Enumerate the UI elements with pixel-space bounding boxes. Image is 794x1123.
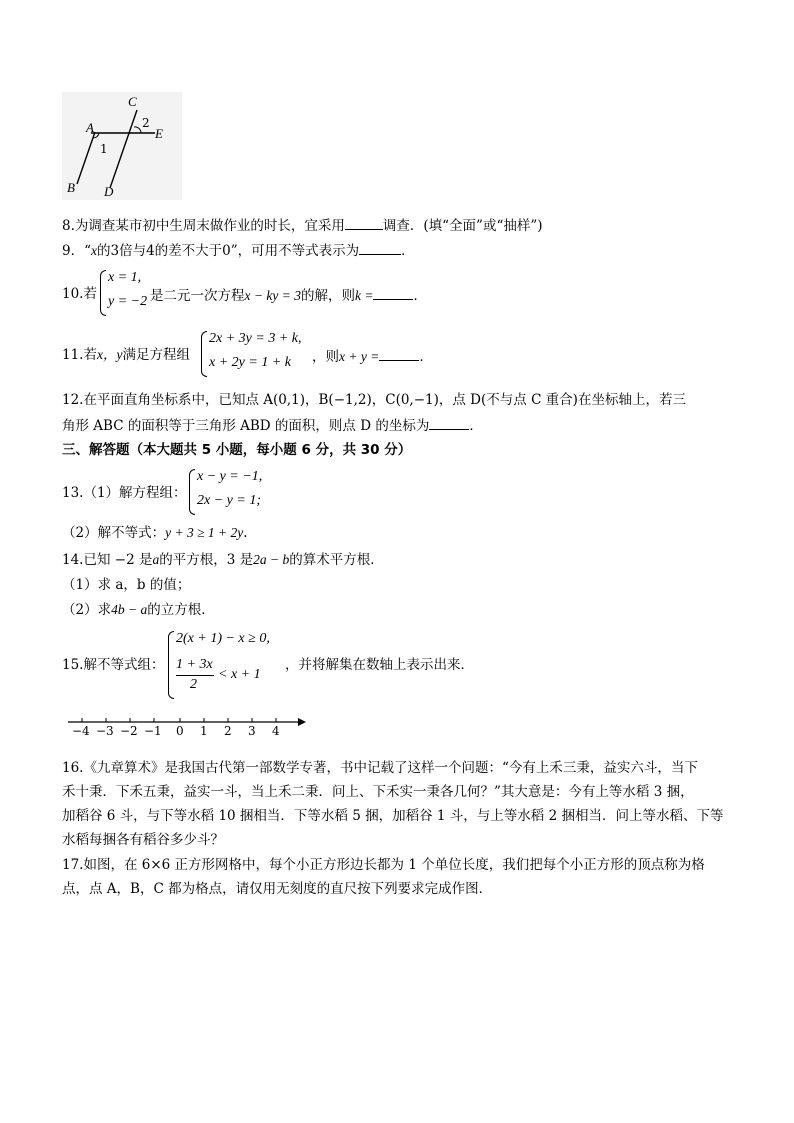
tick-label: 0 xyxy=(176,724,184,738)
question-8: 8.为调查某市初中生周末做作业的时长，宜采用 调查．(填“全面”或“抽样”) xyxy=(62,215,543,235)
label-D: D xyxy=(104,184,114,199)
question-16-line: 16.《九章算术》是我国古代第一部数学专著，书中记载了这样一个问题：“今有上禾三秉，益实六斗，当下 xyxy=(62,760,698,776)
tick-label: −1 xyxy=(144,724,162,738)
label-E: E xyxy=(155,126,163,141)
question-15-prefix: 15.解不等式组： xyxy=(62,657,165,673)
question-10-prefix: 10.若 xyxy=(62,286,97,302)
question-14-line1: 14.已知 −2 是a的平方根，3 是2a − b的算术平方根． xyxy=(62,552,384,568)
tick-label: 2 xyxy=(224,724,232,738)
answer-blank xyxy=(359,240,401,255)
question-16-line: 禾十秉．下禾五秉，益实一斗，当上禾二秉．问上、下禾实一秉各几何？”其大意是：今有上等水稻 3 捆， xyxy=(62,784,694,800)
label-B: B xyxy=(67,180,75,195)
tick-label: 3 xyxy=(248,724,256,738)
question-13-prefix: 13.（1）解方程组： xyxy=(62,485,187,501)
number-line xyxy=(68,715,308,741)
fraction-numerator: 1 + 3x xyxy=(176,657,213,672)
question-13-part2: （2）解不等式：y + 3 ≥ 1 + 2y. xyxy=(62,525,248,541)
equation-line: 2x − y = 1; xyxy=(197,493,261,508)
question-14-part1: （1）求 a，b 的值； xyxy=(62,577,191,593)
equation-line: x − y = −1, xyxy=(197,469,263,484)
tick-label: 1 xyxy=(200,724,208,738)
question-14-part2: （2）求4b − a的立方根． xyxy=(62,602,215,618)
equation-line: 2x + 3y = 3 + k, xyxy=(209,331,302,346)
section-title: 三、解答题（本大题共 5 小题，每小题 6 分，共 30 分） xyxy=(62,442,412,458)
question-9: 9．“x的3倍与4的差不大于0”，可用不等式表示为 ． xyxy=(62,240,415,260)
question-10-rest: 是二元一次方程x − ky = 3的解，则k = ． xyxy=(150,285,427,305)
question-12-line2: 角形 ABC 的面积等于三角形 ABD 的面积，则点 D 的坐标为 ． xyxy=(62,415,483,435)
answer-blank xyxy=(429,415,469,430)
fraction-denominator: 2 xyxy=(190,677,197,692)
equation-line: x + 2y = 1 + k xyxy=(209,355,291,370)
tick-label: −4 xyxy=(72,724,90,738)
label-A: A xyxy=(86,120,94,135)
tick-label: −3 xyxy=(96,724,114,738)
answer-blank xyxy=(379,346,419,361)
question-11-prefix: 11.若x，y满足方程组 xyxy=(62,347,190,363)
brace xyxy=(201,331,207,377)
tick-label: −2 xyxy=(120,724,138,738)
question-16-line: 水稻每捆各有稻谷多少斗？ xyxy=(62,832,224,848)
question-17-line: 17.如图，在 6×6 正方形网格中，每个小正方形边长都为 1 个单位长度，我们把每个小正方形的顶点称为格 xyxy=(62,857,705,873)
inequality-rhs: < x + 1 xyxy=(218,667,261,682)
brace xyxy=(168,631,174,699)
question-12-line1: 12.在平面直角坐标系中，已知点 A(0,1)，B(−1,2)，C(0,−1)，点 D(不与点 C 重合)在坐标轴上，若三 xyxy=(62,392,686,408)
question-15-tail: ，并将解集在数轴上表示出来． xyxy=(285,657,474,673)
tick-label: 4 xyxy=(272,724,280,738)
brace xyxy=(100,270,106,316)
equation-line: y = −2 xyxy=(108,294,148,309)
label-1: 1 xyxy=(100,142,108,156)
brace xyxy=(189,469,195,515)
equation-line: 2(x + 1) − x ≥ 0, xyxy=(176,631,270,646)
fraction-bar xyxy=(176,675,214,676)
answer-blank xyxy=(345,215,383,230)
equation-line: x = 1, xyxy=(108,270,142,285)
label-2: 2 xyxy=(142,116,150,130)
label-C: C xyxy=(128,94,137,109)
answer-blank xyxy=(373,285,413,300)
question-17-line: 点，点 A，B，C 都为格点，请仅用无刻度的直尺按下列要求完成作图． xyxy=(62,881,493,897)
parallel-lines-figure xyxy=(62,92,182,200)
question-11-rest: ，则x + y = ． xyxy=(312,346,433,366)
question-16-line: 加稻谷 6 斗，与下等水稻 10 捆相当．下等水稻 5 捆，加稻谷 1 斗，与上等水稻 2 捆相当．问上等水稻、下等 xyxy=(62,808,724,824)
